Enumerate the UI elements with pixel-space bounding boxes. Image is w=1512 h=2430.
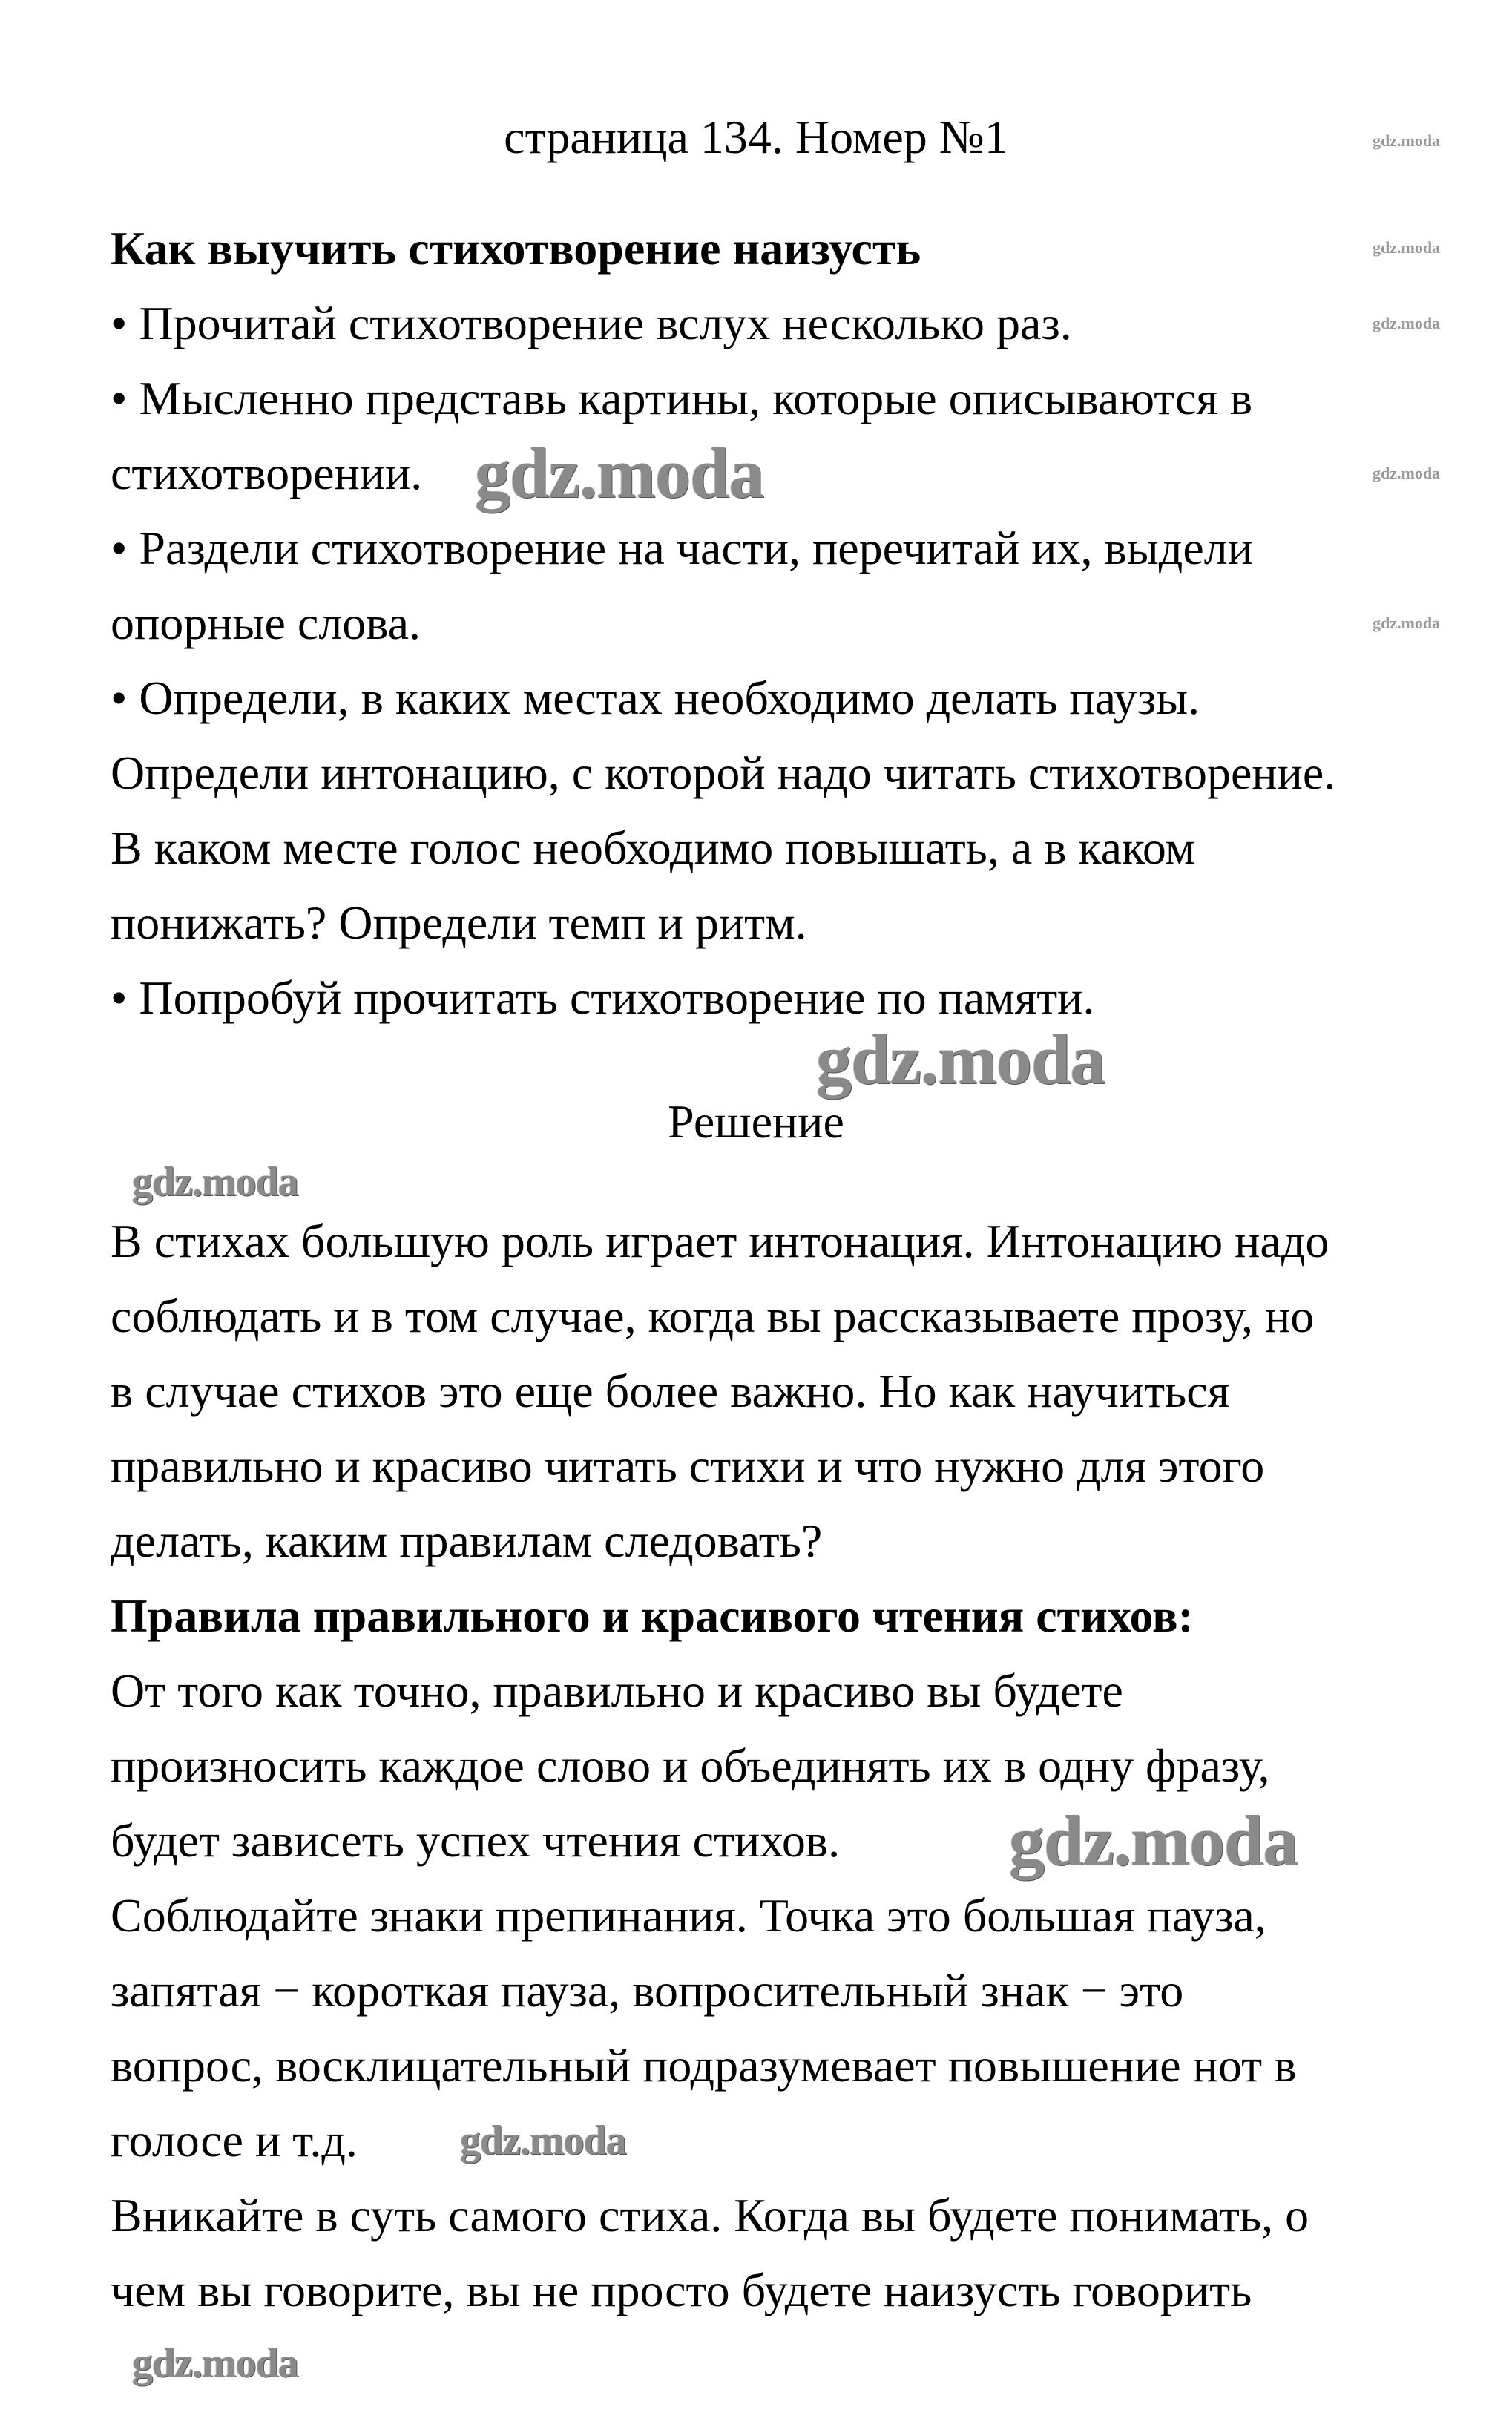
tip-line: • Попробуй прочитать стихотворение по памяти. xyxy=(111,971,1095,1024)
solution-line: делать, каким правилам следовать? xyxy=(111,1514,823,1567)
tip-line: • Прочитай стихотворение вслух несколько раз. xyxy=(111,297,1072,349)
watermark: gdz.moda xyxy=(132,1159,298,1205)
rules-line: вопрос, восклицательный подразумевает повышение нот в xyxy=(111,2039,1297,2092)
rules-line: голосе и т.д. xyxy=(111,2114,358,2167)
rules-line: чем вы говорите, вы не просто будете наизусть говорить xyxy=(111,2264,1252,2316)
rules-line: Вникайте в суть самого стиха. Когда вы будете понимать, о xyxy=(111,2189,1309,2242)
tip-line: • Раздели стихотворение на части, перечитай их, выдели xyxy=(111,522,1253,574)
watermark: gdz.moda xyxy=(1009,1801,1298,1880)
rules-line: запятая − короткая пауза, вопросительный знак − это xyxy=(111,1964,1184,2017)
tip-line: понижать? Определи темп и ритм. xyxy=(111,896,807,949)
rules-line: Соблюдайте знаки препинания. Точка это большая пауза, xyxy=(111,1889,1266,1942)
rules-line: произносить каждое слово и объединять их в одну фразу, xyxy=(111,1739,1270,1792)
page-title: страница 134. Номер №1 xyxy=(504,111,1008,163)
solution-line: в случае стихов это еще более важно. Но как научиться xyxy=(111,1365,1230,1417)
tip-line: Определи интонацию, с которой надо читать стихотворение. xyxy=(111,746,1336,799)
tip-line: • Определи, в каких местах необходимо делать паузы. xyxy=(111,671,1200,724)
watermark: gdz.moda xyxy=(1373,464,1441,482)
watermark: gdz.moda xyxy=(460,2118,626,2164)
watermark: gdz.moda xyxy=(475,433,764,513)
solution-line: правильно и красиво читать стихи и что нужно для этого xyxy=(111,1439,1265,1492)
solution-line: В стихах большую роль играет интонация. Интонацию надо xyxy=(111,1215,1329,1267)
watermark: gdz.moda xyxy=(1373,314,1441,332)
rules-line: будет зависеть успех чтения стихов. xyxy=(111,1814,841,1867)
solution-line: соблюдать и в том случае, когда вы рассказываете прозу, но xyxy=(111,1290,1315,1342)
tip-line: опорные слова. xyxy=(111,597,421,649)
rules-line: От того как точно, правильно и красиво вы будете xyxy=(111,1664,1123,1717)
watermark: gdz.moda xyxy=(816,1019,1105,1099)
tip-line: • Мысленно представь картины, которые описываются в xyxy=(111,372,1253,424)
watermark: gdz.moda xyxy=(1373,238,1441,257)
tip-line: стихотворении. xyxy=(111,447,423,499)
solution-label: Решение xyxy=(668,1095,844,1148)
rules-heading: Правила правильного и красивого чтения стихов: xyxy=(111,1589,1194,1642)
section-heading: Как выучить стихотворение наизусть xyxy=(111,222,921,275)
watermark: gdz.moda xyxy=(1373,614,1441,632)
tip-line: В каком месте голос необходимо повышать, а в каком xyxy=(111,821,1196,874)
watermark: gdz.moda xyxy=(132,2340,298,2386)
watermark: gdz.moda xyxy=(1373,131,1441,150)
